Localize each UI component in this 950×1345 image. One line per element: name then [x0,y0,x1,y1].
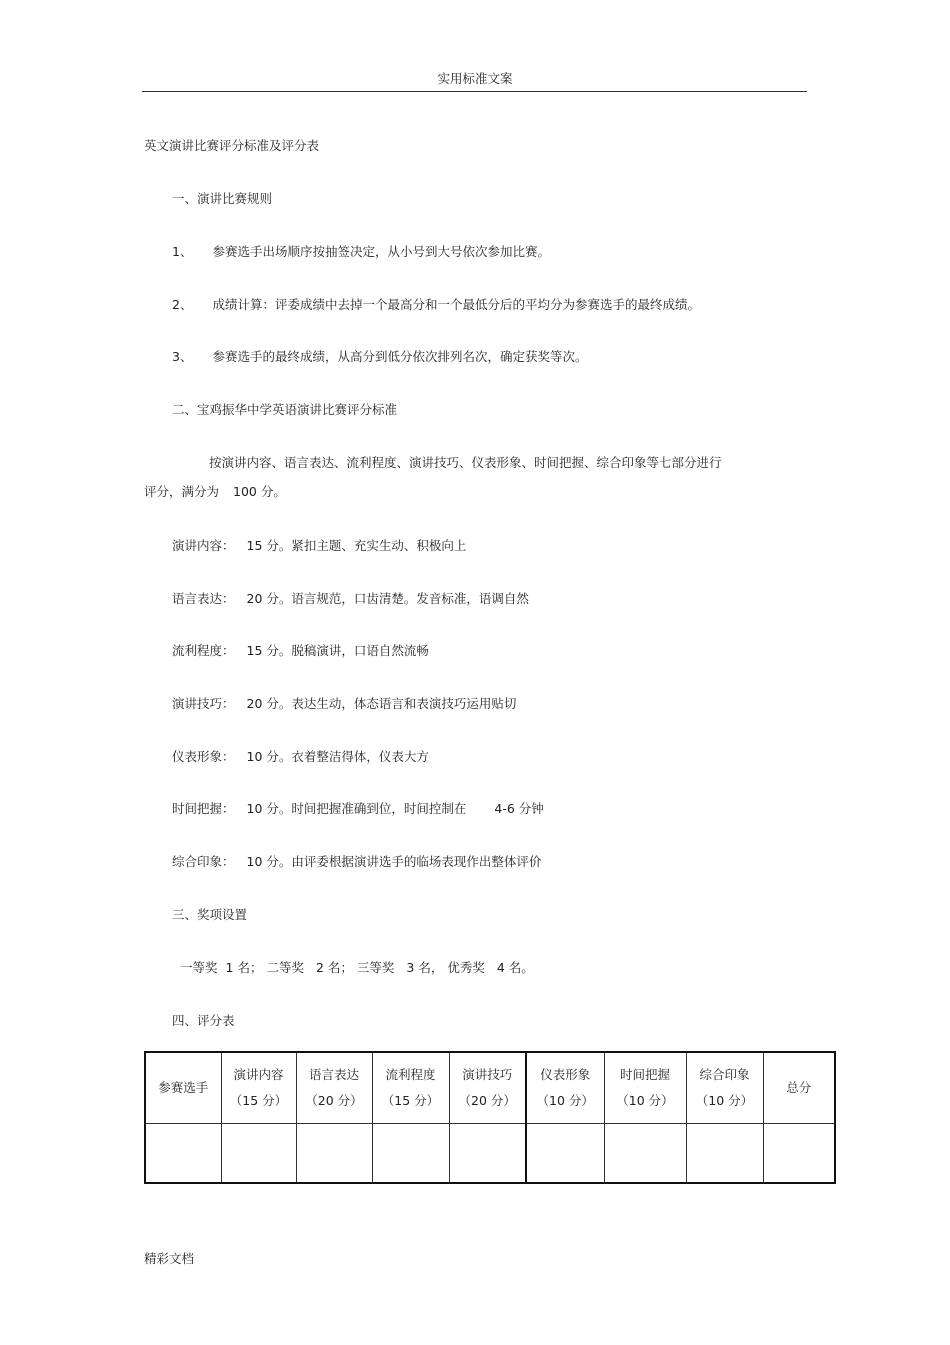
criterion-score: 20 分。 [246,696,292,711]
criterion-desc: 时间把握准确到位，时间控制在 [291,801,467,816]
award-name: 三等奖 [356,960,395,975]
section3-heading: 三、奖项设置 [172,907,248,922]
column-header: 演讲内容 （15 分） [221,1052,296,1124]
table-cell[interactable] [526,1124,604,1184]
rule-2 [172,295,700,313]
award-count: 4 名。 [496,960,534,975]
award-count: 1 名； [225,960,263,975]
criterion-score: 15 分。 [246,643,292,658]
criterion-score: 20 分。 [246,591,292,606]
page-header: 实用标准文案 [437,71,513,86]
table-cell[interactable] [296,1124,372,1184]
rule-number: 3、 [172,349,193,364]
criterion-label: 综合印象： [172,854,235,869]
column-header: 时间把握 （10 分） [604,1052,686,1124]
table-cell[interactable] [372,1124,449,1184]
table-cell[interactable] [686,1124,763,1184]
criterion-desc: 由评委根据演讲选手的临场表现作出整体评价 [291,854,542,869]
criterion-label: 语言表达： [172,591,235,606]
criterion-desc: 语言规范，口齿清楚。发音标准，语调自然 [291,591,529,606]
criterion-item [172,694,516,712]
award-count: 3 名， [406,960,444,975]
table-cell[interactable] [145,1124,221,1184]
criterion-score: 15 分。 [246,538,292,553]
column-header: 仪表形象 （10 分） [526,1052,604,1124]
table-cell[interactable] [763,1124,835,1184]
table-cell[interactable] [604,1124,686,1184]
rule-3 [172,347,587,365]
rule-1 [172,242,550,260]
criterion-desc: 表达生动，体态语言和表演技巧运用贴切 [291,696,517,711]
criterion-label: 演讲技巧： [172,696,235,711]
criterion-label: 仪表形象： [172,749,235,764]
section1-heading: 一、演讲比赛规则 [172,191,273,206]
criterion-label: 流利程度： [172,643,235,658]
criterion-item [172,641,429,659]
criterion-label: 时间把握： [172,801,235,816]
criterion-score: 10 分。 [246,801,292,816]
column-header: 语言表达 （20 分） [296,1052,372,1124]
criterion-desc: 紧扣主题、充实生动、积极向上 [291,538,467,553]
score-table-header-row [145,1052,835,1124]
criterion-item [172,589,529,607]
section2-intro-line2: 评分，满分为 100 分。 [144,484,286,499]
column-header: 流利程度 （15 分） [372,1052,449,1124]
award-name: 优秀奖 [447,960,485,975]
score-table [144,1051,836,1184]
rule-number: 1、 [172,244,193,259]
criterion-item [172,852,541,870]
criterion-item [172,799,544,817]
criterion-label: 演讲内容： [172,538,235,553]
criterion-desc: 脱稿演讲，口语自然流畅 [291,643,429,658]
rule-text: 成绩计算：评委成绩中去掉一个最高分和一个最低分后的平均分为参赛选手的最终成绩。 [212,297,700,312]
column-header: 演讲技巧 （20 分） [449,1052,526,1124]
header-divider [142,91,807,92]
score-table-row [145,1124,835,1184]
rule-number: 2、 [172,297,193,312]
criterion-score: 10 分。 [246,854,292,869]
column-header: 总分 [763,1052,835,1124]
section4-heading: 四、评分表 [172,1013,235,1028]
awards-line [180,958,534,976]
section2-heading: 二、宝鸡振华中学英语演讲比赛评分标准 [172,402,398,417]
rule-text: 参赛选手的最终成绩，从高分到低分依次排列名次，确定获奖等次。 [212,349,588,364]
page-footer: 精彩文档 [144,1251,195,1266]
table-cell[interactable] [449,1124,526,1184]
section2-intro-line1: 按演讲内容、语言表达、流利程度、演讲技巧、仪表形象、时间把握、综合印象等七部分进行 [209,455,722,470]
document-title: 英文演讲比赛评分标准及评分表 [144,138,320,153]
rule-text: 参赛选手出场顺序按抽签决定，从小号到大号依次参加比赛。 [212,244,550,259]
column-header: 参赛选手 [145,1052,221,1124]
award-name: 二等奖 [266,960,304,975]
column-header: 综合印象 （10 分） [686,1052,763,1124]
criterion-desc: 衣着整洁得体，仪表大方 [291,749,429,764]
criterion-item [172,747,429,765]
award-count: 2 名； [315,960,353,975]
criterion-extra: 4-6 分钟 [494,801,544,816]
criterion-item [172,536,466,554]
criterion-score: 10 分。 [246,749,292,764]
award-name: 一等奖 [180,960,218,975]
table-cell[interactable] [221,1124,296,1184]
